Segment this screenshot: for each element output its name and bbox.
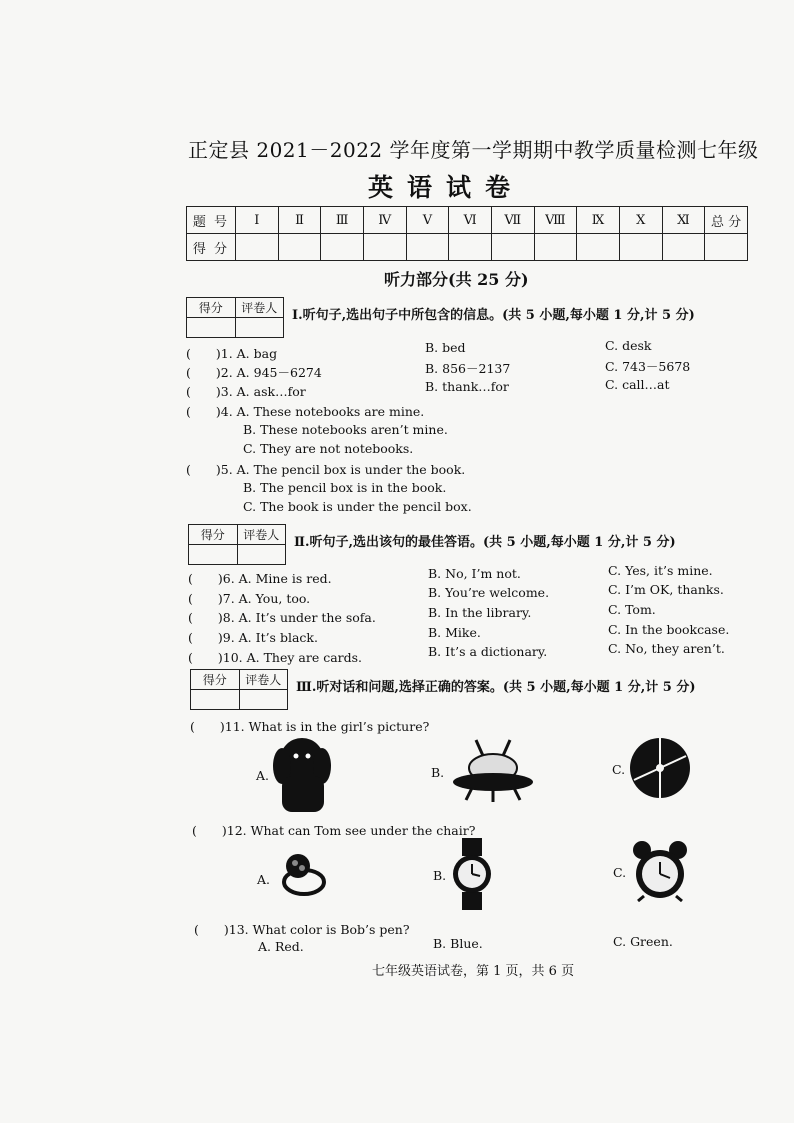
question-13-option-c: C. Green. xyxy=(613,934,673,949)
listening-section-title: 听力部分(共 25 分) xyxy=(384,270,529,289)
question-10-option-c: C. No, they aren’t. xyxy=(608,641,725,656)
score-table-row-label: 题 号 xyxy=(187,207,236,234)
score-cell[interactable] xyxy=(662,234,705,261)
score-table-col: Ⅴ xyxy=(406,207,449,234)
grader-reviewer-cell[interactable] xyxy=(235,318,284,338)
question-7-option-b: B. You’re welcome. xyxy=(428,585,550,600)
ufo-picture-icon xyxy=(450,738,535,804)
question-3-option-c: C. call…at xyxy=(605,377,670,392)
score-table-col: Ⅳ xyxy=(363,207,406,234)
question-2: ( )2. A. 945－6274 xyxy=(186,365,322,380)
score-table xyxy=(186,206,748,261)
question-11-option-b: B. xyxy=(431,765,445,780)
question-1: ( )1. A. bag xyxy=(186,346,278,361)
score-table-col: Ⅵ xyxy=(449,207,492,234)
grader-score-label: 得分 xyxy=(191,670,240,690)
exam-title: 英语试卷 xyxy=(368,173,525,202)
question-2-option-c: C. 743－5678 xyxy=(605,359,691,374)
score-table-col: Ⅸ xyxy=(577,207,620,234)
section-3-title: Ⅲ.听对话和问题,选择正确的答案。(共 5 小题,每小题 1 分,计 5 分) xyxy=(296,680,696,695)
grader-reviewer-label: 评卷人 xyxy=(239,670,288,690)
score-table-col: 总 分 xyxy=(705,207,748,234)
alarm-clock-picture-icon xyxy=(630,838,690,902)
question-5: ( )5. A. The pencil box is under the book. xyxy=(186,462,466,477)
grader-reviewer-cell[interactable] xyxy=(239,690,288,710)
score-table-header-row xyxy=(187,207,748,234)
score-table-col: Ⅷ xyxy=(534,207,577,234)
dog-picture-icon xyxy=(272,734,334,814)
score-cell[interactable] xyxy=(705,234,748,261)
section-2-title: Ⅱ.听句子,选出该句的最佳答语。(共 5 小题,每小题 1 分,计 5 分) xyxy=(294,535,676,550)
question-4: ( )4. A. These notebooks are mine. xyxy=(186,404,425,419)
score-cell[interactable] xyxy=(619,234,662,261)
question-5-option-c: C. The book is under the pencil box. xyxy=(243,499,472,514)
question-13: ( )13. What color is Bob’s pen? xyxy=(194,922,410,937)
grader-score-label: 得分 xyxy=(189,525,238,545)
question-9: ( )9. A. It’s black. xyxy=(188,630,318,645)
score-table-col: Ⅰ xyxy=(236,207,279,234)
question-11: ( )11. What is in the girl’s picture? xyxy=(190,719,430,734)
question-9-option-c: C. In the bookcase. xyxy=(608,622,730,637)
score-cell[interactable] xyxy=(449,234,492,261)
question-7: ( )7. A. You, too. xyxy=(188,591,311,606)
grader-score-cell[interactable] xyxy=(191,690,240,710)
grader-reviewer-label: 评卷人 xyxy=(235,298,284,318)
question-5-option-b: B. The pencil box is in the book. xyxy=(243,480,447,495)
question-12-option-c: C. xyxy=(613,865,627,880)
question-8-option-c: C. Tom. xyxy=(608,602,656,617)
question-11-option-a: A. xyxy=(256,768,270,783)
grader-reviewer-cell[interactable] xyxy=(237,545,286,565)
watch-picture-icon xyxy=(451,838,493,910)
score-cell[interactable] xyxy=(577,234,620,261)
score-table-col: Ⅶ xyxy=(491,207,534,234)
ring-picture-icon xyxy=(276,848,328,900)
question-4-option-b: B. These notebooks aren’t mine. xyxy=(243,422,448,437)
question-12-option-a: A. xyxy=(257,872,271,887)
question-8-option-b: B. In the library. xyxy=(428,605,532,620)
score-cell[interactable] xyxy=(406,234,449,261)
score-cell[interactable] xyxy=(236,234,279,261)
grader-score-cell[interactable] xyxy=(189,545,238,565)
question-6-option-c: C. Yes, it’s mine. xyxy=(608,563,713,578)
page-footer: 七年级英语试卷，第 1 页，共 6 页 xyxy=(372,964,575,979)
grader-box xyxy=(186,297,284,338)
question-7-option-c: C. I’m OK, thanks. xyxy=(608,582,724,597)
question-2-option-b: B. 856－2137 xyxy=(425,361,511,376)
section-1-title: Ⅰ.听句子,选出句子中所包含的信息。(共 5 小题,每小题 1 分,计 5 分) xyxy=(292,308,695,323)
question-6-option-b: B. No, I’m not. xyxy=(428,566,521,581)
score-cell[interactable] xyxy=(534,234,577,261)
question-1-option-b: B. bed xyxy=(425,340,466,355)
score-cell[interactable] xyxy=(491,234,534,261)
question-9-option-b: B. Mike. xyxy=(428,625,481,640)
score-table-row-label: 得 分 xyxy=(187,234,236,261)
question-13-option-b: B. Blue. xyxy=(433,936,483,951)
question-12: ( )12. What can Tom see under the chair? xyxy=(192,823,476,838)
score-table-col: Ⅱ xyxy=(278,207,321,234)
score-table-col: Ⅲ xyxy=(321,207,364,234)
question-6: ( )6. A. Mine is red. xyxy=(188,571,332,586)
score-cell[interactable] xyxy=(321,234,364,261)
grader-reviewer-label: 评卷人 xyxy=(237,525,286,545)
grader-score-label: 得分 xyxy=(187,298,236,318)
grader-score-cell[interactable] xyxy=(187,318,236,338)
question-3: ( )3. A. ask…for xyxy=(186,384,306,399)
grader-box xyxy=(188,524,286,565)
score-table-col: Ⅺ xyxy=(662,207,705,234)
score-table-score-row xyxy=(187,234,748,261)
ball-picture-icon xyxy=(628,736,692,800)
question-10-option-b: B. It’s a dictionary. xyxy=(428,644,548,659)
question-1-option-c: C. desk xyxy=(605,338,652,353)
exam-header-line1: 正定县 2021－2022 学年度第一学期期中教学质量检测七年级 xyxy=(188,138,759,162)
question-8: ( )8. A. It’s under the sofa. xyxy=(188,610,376,625)
score-cell[interactable] xyxy=(278,234,321,261)
question-10: ( )10. A. They are cards. xyxy=(188,650,363,665)
question-13-option-a: A. Red. xyxy=(258,939,304,954)
question-12-option-b: B. xyxy=(433,868,447,883)
score-table-col: Ⅹ xyxy=(619,207,662,234)
question-3-option-b: B. thank…for xyxy=(425,379,509,394)
question-11-option-c: C. xyxy=(612,762,626,777)
question-4-option-c: C. They are not notebooks. xyxy=(243,441,414,456)
grader-box xyxy=(190,669,288,710)
score-cell[interactable] xyxy=(363,234,406,261)
